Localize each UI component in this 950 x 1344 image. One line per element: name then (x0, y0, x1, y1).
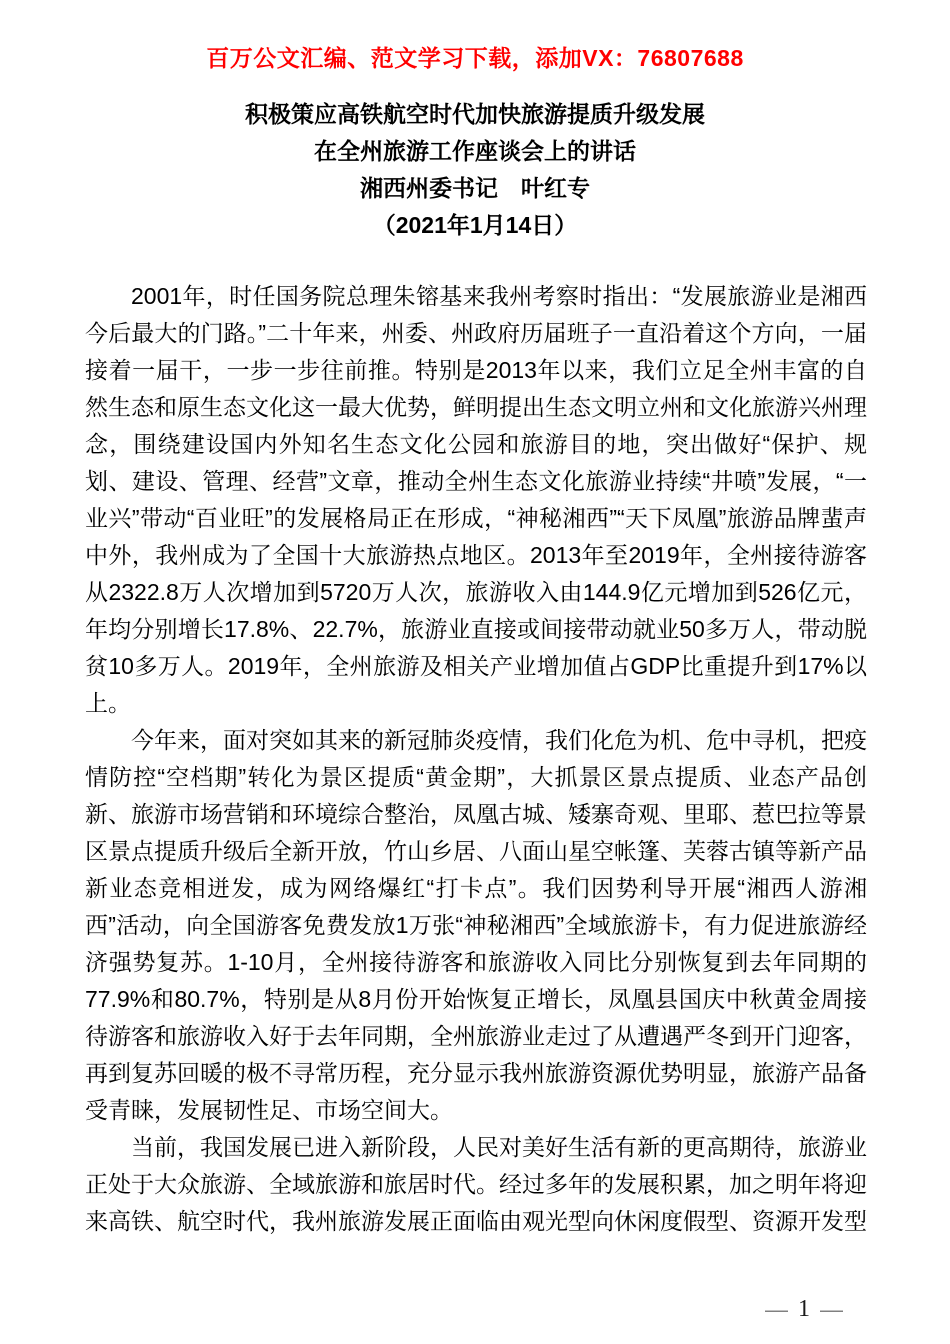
title-block (0, 96, 950, 244)
date-line: （2021年1月14日） (372, 212, 578, 238)
document-title: 积极策应高铁航空时代加快旅游提质升级发展 (245, 101, 705, 127)
paragraph: 今年来，面对突如其来的新冠肺炎疫情，我们化危为机、危中寻机，把疫情防控“空档期”转化为景区提质“黄金期”，大抓景区景点提质、业态产品创新、旅游市场营销和环境综合整治，凤凰古城、矮寨奇观、里耶、惹巴拉等景区景点提质升级后全新开放，竹山乡居、八面山星空帐篷、芙蓉古镇等新产品新业态竞相迸发，成为网络爆红“打卡点”。我们因势利导开展“湘西人游湘西”活动，向全国游客免费发放1万张“神秘湘西”全域旅游卡，有力促进旅游经济强势复苏。1-10月，全州接待游客和旅游收入同比分别恢复到去年同期的77.9%和80.7%，特别是从8月份开始恢复正增长，凤凰县国庆中秋黄金周接待游客和旅游收入好于去年同期，全州旅游业走过了从遭遇严冬到开门迎客，再到复苏回暖的极不寻常历程，充分显示我州旅游资源优势明显，旅游产品备受青睐，发展韧性足、市场空间大。 (85, 727, 867, 1123)
paragraph: 2001年，时任国务院总理朱镕基来我州考察时指出：“发展旅游业是湘西今后最大的门路。”二十年来，州委、州政府历届班子一直沿着这个方向，一届接着一届干，一步一步往前推。特别是2013年以来，我们立足全州丰富的自然生态和原生态文化这一最大优势，鲜明提出生态文明立州和文化旅游兴州理念，围绕建设国内外知名生态文化公园和旅游目的地，突出做好“保护、规划、建设、管理、经营”文章，推动全州生态文化旅游业持续“井喷”发展，“一业兴”带动“百业旺”的发展格局正在形成，“神秘湘西”“天下凤凰”旅游品牌蜚声中外，我州成为了全国十大旅游热点地区。2013年至2019年，全州接待游客从2322.8万人次增加到5720万人次，旅游收入由144.9亿元增加到526亿元，年均分别增长17.8%、22.7%，旅游业直接或间接带动就业50多万人，带动脱贫10多万人。2019年，全州旅游及相关产业增加值占GDP比重提升到17%以上。 (85, 283, 867, 716)
page-number: 1 (798, 1296, 810, 1322)
paragraph: 当前，我国发展已进入新阶段，人民对美好生活有新的更高期待，旅游业正处于大众旅游、全域旅游和旅居时代。经过多年的发展积累，加之明年将迎来高铁、航空时代，我州旅游发展正面临由观光型向休闲度假型、资源开发型 (85, 1134, 867, 1234)
header-notice: 百万公文汇编、范文学习下载，添加VX：76807688 (206, 45, 744, 71)
footer-dash-right: — (820, 1296, 843, 1322)
document-subtitle: 在全州旅游工作座谈会上的讲话 (314, 138, 636, 164)
author-line: 湘西州委书记 叶红专 (360, 175, 590, 201)
page-footer (765, 1295, 843, 1323)
document-body (85, 278, 867, 1240)
footer-dash-left: — (765, 1296, 788, 1322)
